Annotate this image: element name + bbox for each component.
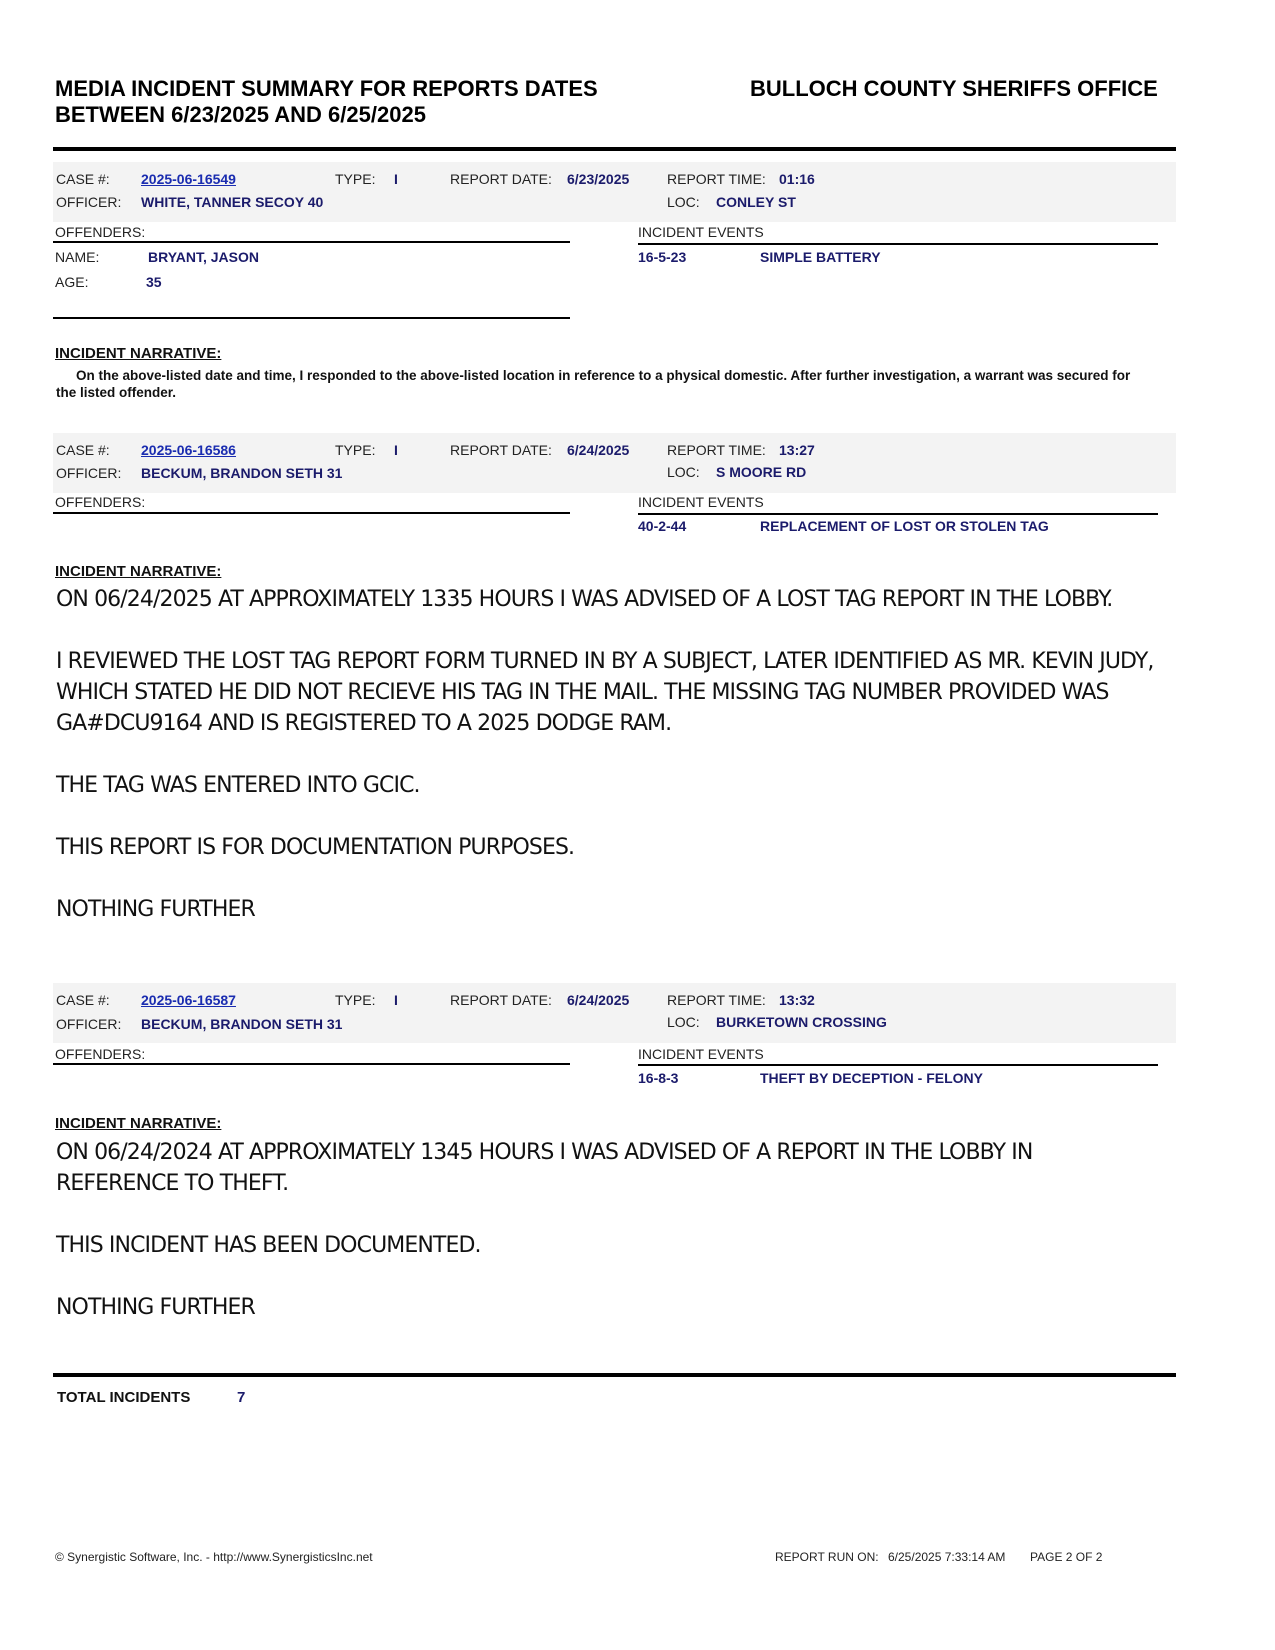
narrative-paragraph: THE TAG WAS ENTERED INTO GCIC.	[56, 773, 420, 798]
offenders-divider	[53, 512, 570, 514]
incident-events-label: INCIDENT EVENTS	[638, 1046, 764, 1062]
incident-events-label: INCIDENT EVENTS	[638, 494, 764, 510]
case-number-link[interactable]: 2025-06-16549	[141, 171, 236, 187]
event-description: THEFT BY DECEPTION - FELONY	[760, 1070, 983, 1086]
narrative-label: INCIDENT NARRATIVE:	[55, 345, 222, 362]
case-number-link[interactable]: 2025-06-16587	[141, 992, 236, 1008]
agency-name: BULLOCH COUNTY SHERIFFS OFFICE	[750, 76, 1158, 101]
narrative-paragraph: ON 06/24/2025 AT APPROXIMATELY 1335 HOURS I WAS ADVISED OF A LOST TAG REPORT IN THE LOBBY.	[56, 587, 1113, 612]
footer-copyright: © Synergistic Software, Inc. - http://www.SynergisticsInc.net	[55, 1550, 373, 1564]
loc-value: CONLEY ST	[716, 194, 796, 210]
incident-events-divider	[638, 513, 1158, 515]
report-date-label: REPORT DATE:	[450, 442, 552, 458]
incident-events-divider	[638, 1064, 1158, 1066]
event-code: 16-8-3	[638, 1070, 679, 1086]
report-date-label: REPORT DATE:	[450, 171, 552, 187]
type-value: I	[394, 442, 398, 458]
officer-label: OFFICER:	[56, 1016, 122, 1032]
footer-run-label: REPORT RUN ON:	[775, 1550, 879, 1564]
officer-label: OFFICER:	[56, 194, 122, 210]
report-time-label: REPORT TIME:	[667, 992, 766, 1008]
type-label: TYPE:	[335, 992, 376, 1008]
report-date-label: REPORT DATE:	[450, 992, 552, 1008]
loc-label: LOC:	[667, 194, 700, 210]
offender-age-label: AGE:	[55, 274, 89, 290]
offender-name-value: BRYANT, JASON	[148, 249, 259, 265]
type-value: I	[394, 992, 398, 1008]
offenders-label: OFFENDERS:	[55, 494, 146, 510]
narrative-paragraph: THIS REPORT IS FOR DOCUMENTATION PURPOSES.	[56, 835, 575, 860]
report-time-value: 13:32	[779, 992, 815, 1008]
case-label: CASE #:	[56, 171, 110, 187]
narrative-paragraph: NOTHING FURTHER	[56, 1295, 255, 1320]
report-time-value: 01:16	[779, 171, 815, 187]
report-title	[55, 76, 598, 128]
footer-page-number: PAGE 2 OF 2	[1030, 1550, 1103, 1564]
incident-events-divider	[638, 243, 1158, 245]
offender-name-label: NAME:	[55, 249, 100, 265]
officer-label: OFFICER:	[56, 465, 122, 481]
event-description: SIMPLE BATTERY	[760, 249, 881, 265]
narrative-body	[56, 584, 1176, 956]
officer-value: WHITE, TANNER SECOY 40	[141, 194, 324, 210]
incident-events-label: INCIDENT EVENTS	[638, 224, 764, 240]
event-code: 16-5-23	[638, 249, 687, 265]
report-time-label: REPORT TIME:	[667, 442, 766, 458]
offenders-label: OFFENDERS:	[55, 1046, 146, 1062]
footer-run-value: 6/25/2025 7:33:14 AM	[888, 1550, 1006, 1564]
case-label: CASE #:	[56, 992, 110, 1008]
offenders-divider	[53, 241, 570, 243]
totals-divider	[53, 1373, 1176, 1377]
report-time-label: REPORT TIME:	[667, 171, 766, 187]
offender-age-value: 35	[146, 274, 162, 290]
loc-value: BURKETOWN CROSSING	[716, 1014, 887, 1030]
narrative-text: On the above-listed date and time, I responded to the above-listed location in reference to a physical domestic. After further investigation, a warrant was secured for the listed offender.	[56, 368, 1131, 400]
report-date-value: 6/24/2025	[567, 442, 630, 458]
narrative-paragraph: NOTHING FURTHER	[56, 897, 255, 922]
narrative-paragraph: ON 06/24/2024 AT APPROXIMATELY 1345 HOURS I WAS ADVISED OF A REPORT IN THE LOBBY IN REFERENCE TO THEFT.	[56, 1140, 1033, 1196]
narrative-label: INCIDENT NARRATIVE:	[55, 1115, 222, 1132]
narrative-paragraph: THIS INCIDENT HAS BEEN DOCUMENTED.	[56, 1233, 481, 1258]
offenders-divider	[53, 1063, 570, 1065]
event-description: REPLACEMENT OF LOST OR STOLEN TAG	[760, 518, 1049, 534]
report-time-value: 13:27	[779, 442, 815, 458]
total-incidents-count: 7	[237, 1389, 246, 1406]
narrative-label: INCIDENT NARRATIVE:	[55, 563, 222, 580]
report-date-value: 6/23/2025	[567, 171, 630, 187]
type-label: TYPE:	[335, 442, 376, 458]
offenders-bottom-divider	[53, 317, 570, 319]
case-number-link[interactable]: 2025-06-16586	[141, 442, 236, 458]
case-label: CASE #:	[56, 442, 110, 458]
loc-label: LOC:	[667, 1014, 700, 1030]
event-code: 40-2-44	[638, 518, 687, 534]
report-date-value: 6/24/2025	[567, 992, 630, 1008]
narrative-paragraph: I REVIEWED THE LOST TAG REPORT FORM TURNED IN BY A SUBJECT, LATER IDENTIFIED AS MR. KEVIN JUDY, WHICH STATED HE DID NOT RECIEVE HIS TAG IN THE MAIL. THE MISSING TAG NUMBER PROVIDED WAS GA#DCU9164 AND IS REGISTERED TO A 2025 DODGE RAM.	[56, 649, 1154, 736]
offenders-label: OFFENDERS:	[55, 224, 146, 240]
type-value: I	[394, 171, 398, 187]
loc-value: S MOORE RD	[716, 464, 807, 480]
loc-label: LOC:	[667, 464, 700, 480]
header-divider	[53, 147, 1176, 151]
type-label: TYPE:	[335, 171, 376, 187]
narrative-body	[56, 1137, 1076, 1354]
officer-value: BECKUM, BRANDON SETH 31	[141, 465, 343, 481]
officer-value: BECKUM, BRANDON SETH 31	[141, 1016, 343, 1032]
total-incidents-label: TOTAL INCIDENTS	[57, 1389, 191, 1406]
report-title-line2: BETWEEN 6/23/2025 AND 6/25/2025	[55, 102, 426, 127]
report-title-line1: MEDIA INCIDENT SUMMARY FOR REPORTS DATES	[55, 76, 598, 101]
